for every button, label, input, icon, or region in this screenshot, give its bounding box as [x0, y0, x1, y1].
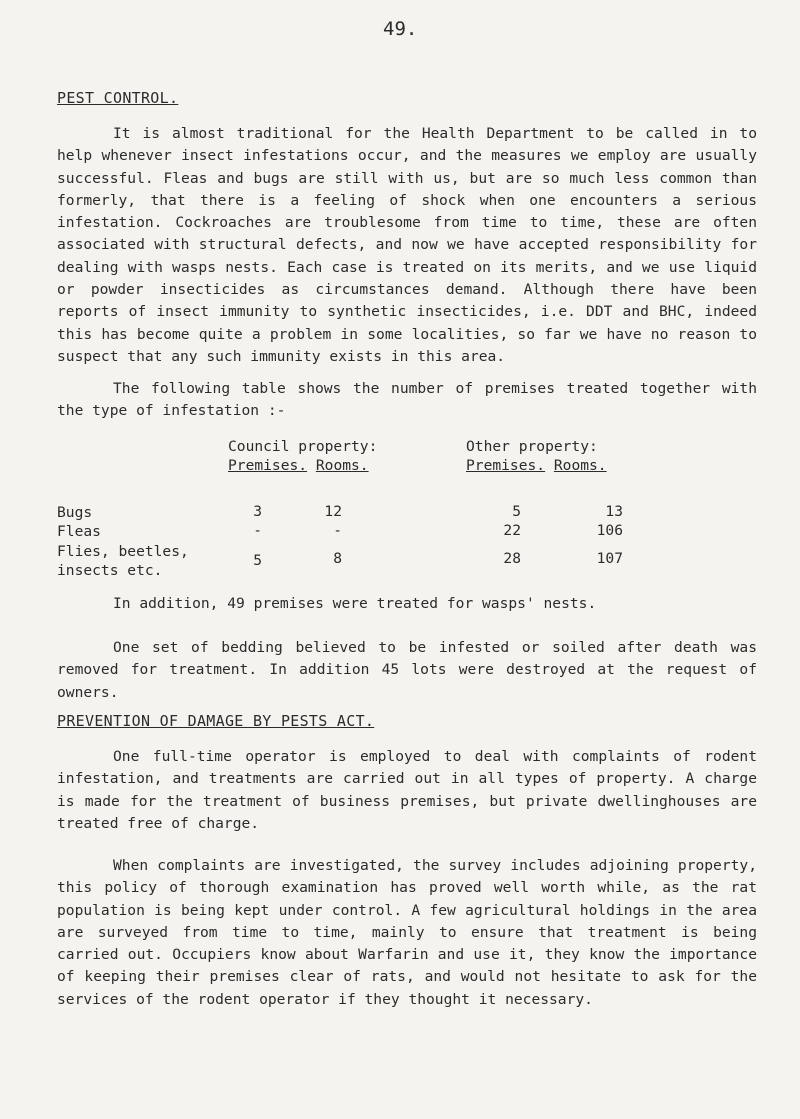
- group-label: Council property:: [228, 438, 378, 455]
- paragraph-wasps: [57, 593, 757, 615]
- group-label: Other property:: [466, 438, 598, 455]
- table-row: [57, 522, 101, 541]
- row-label: Bugs: [57, 504, 93, 521]
- section-heading-prevention: PREVENTION OF DAMAGE BY PESTS ACT.: [57, 712, 375, 730]
- section-heading-pest-control: PEST CONTROL.: [57, 89, 179, 107]
- paragraph-text: The following table shows the number of premises treated together with the type of infestation :-: [57, 380, 757, 420]
- col-rooms-other: Rooms.: [553, 457, 607, 474]
- table-cell: 5: [253, 552, 262, 569]
- paragraph-bedding: [57, 637, 757, 704]
- table-cell: 5: [512, 503, 521, 520]
- table-cell: 106: [596, 522, 623, 539]
- paragraph-table-intro: [57, 378, 757, 423]
- table-cell: -: [253, 522, 262, 539]
- page-number: 49.: [383, 18, 418, 40]
- paragraph-rodent-operator: [57, 746, 757, 835]
- col-rooms-council: Rooms.: [315, 457, 369, 474]
- table-group-council: [228, 437, 377, 475]
- paragraph-text: One full-time operator is employed to deal with complaints of rodent infestation, and treatments are carried out in all types of property. A charge is made for the treatment of business premises, but private dwellinghouses are treated free of charge.: [57, 748, 757, 832]
- table-cell: 8: [333, 550, 342, 567]
- paragraph-intro: [57, 123, 757, 368]
- table-cell: 3: [253, 503, 262, 520]
- row-label: Flies, beetles,: [57, 543, 189, 560]
- table-row: [57, 503, 92, 522]
- row-label-cont: insects etc.: [57, 562, 163, 579]
- table-cell: 13: [605, 503, 623, 520]
- row-label: Fleas: [57, 523, 101, 540]
- table-cell: -: [333, 522, 342, 539]
- paragraph-complaints: [57, 855, 757, 1011]
- table-cell: 107: [596, 550, 623, 567]
- col-premises-other: Premises.: [466, 457, 546, 474]
- paragraph-text: One set of bedding believed to be infested or soiled after death was removed for treatment. In addition 45 lots were destroyed at the request of owners.: [57, 639, 757, 701]
- col-premises-council: Premises.: [228, 457, 308, 474]
- table-row: [57, 542, 189, 580]
- table-cell: 12: [324, 503, 342, 520]
- paragraph-text: When complaints are investigated, the survey includes adjoining property, this policy of thorough examination has proved well worth while, as the rat population is being kept under control. A few agricultural holdings in the area are surveyed from time to time, mainly to ensure that treatment is being carried out. Occupiers know about Warfarin and use it, they know the importance of keeping their premises clear of rats, and would not hesitate to ask for the services of the rodent operator if they thought it necessary.: [57, 857, 757, 1008]
- table-group-other: [466, 437, 607, 475]
- table-cell: 28: [503, 550, 521, 567]
- paragraph-text: It is almost traditional for the Health Department to be called in to help whenever insect infestations occur, and the measures we employ are usually successful. Fleas and bugs are still with us, but are so much less common than formerly, that there is a feeling of shock when one encounters a serious infestation. Cockroaches are troublesome from time to time, these are often associated with structural defects, and now we have accepted responsibility for dealing with wasps nests. Each case is treated on its merits, and we use liquid or powder insecticides as circumstances demand. Although there have been reports of insect immunity to synthetic insecticides, i.e. DDT and BHC, indeed this has become quite a problem in some localities, so far we have no reason to suspect that any such immunity exists in this area.: [57, 125, 757, 365]
- table-cell: 22: [503, 522, 521, 539]
- paragraph-text: In addition, 49 premises were treated for wasps' nests.: [113, 595, 597, 612]
